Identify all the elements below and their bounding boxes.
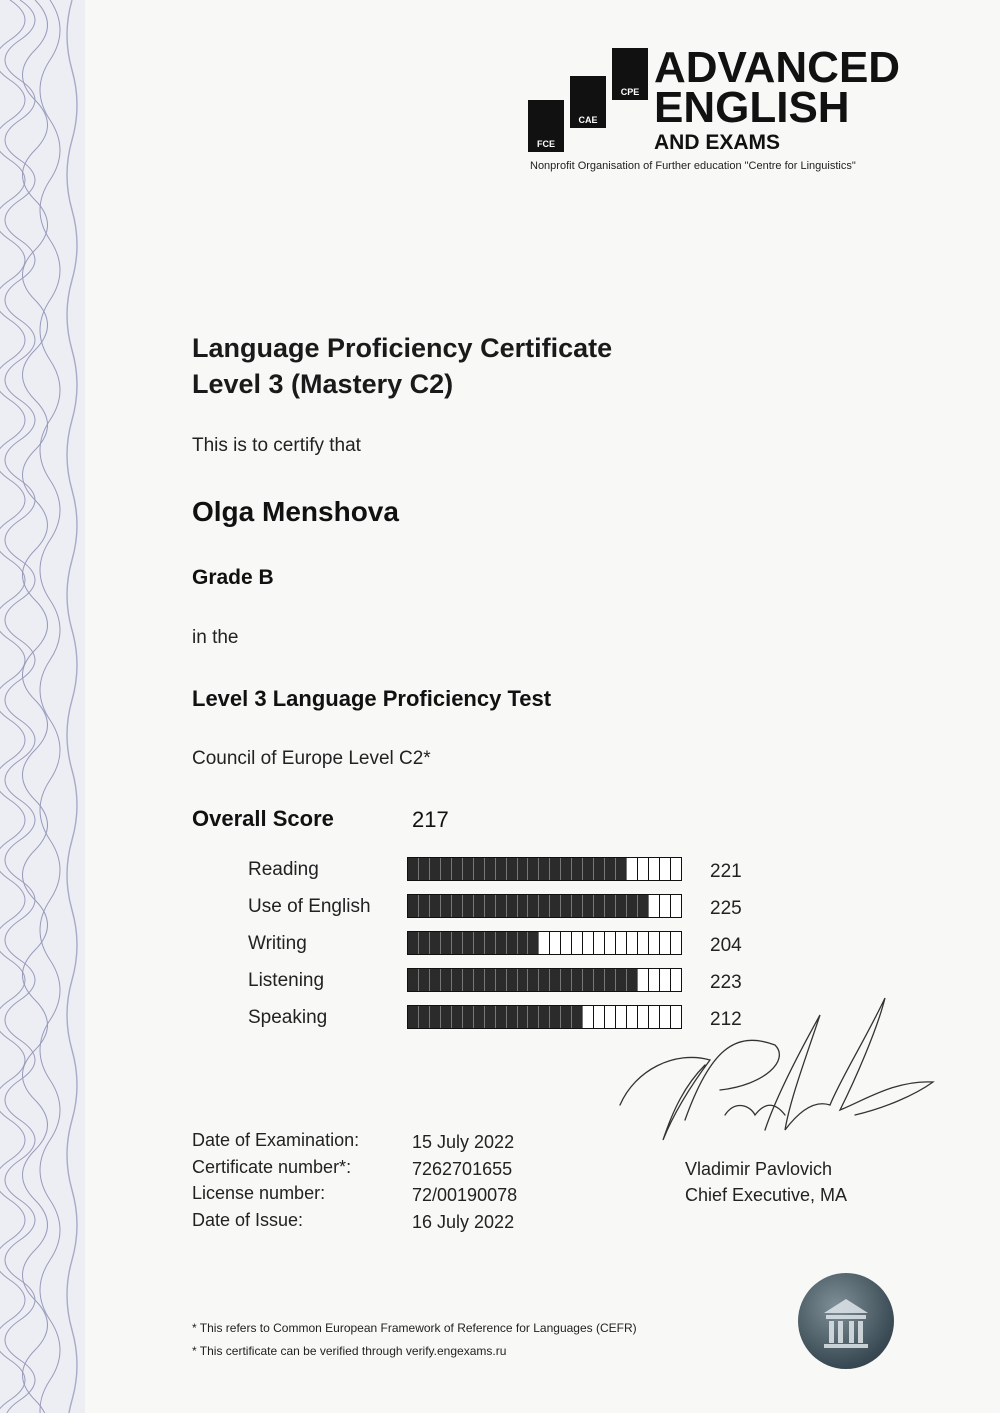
bar-segment-empty (638, 969, 649, 991)
bar-segment-filled (518, 932, 529, 954)
date-of-issue-label: Date of Issue: (192, 1209, 304, 1230)
bar-segment-filled (583, 969, 594, 991)
bar-segment-filled (528, 895, 539, 917)
bar-segment-empty (594, 932, 605, 954)
score-value: 221 (710, 861, 742, 882)
grade: Grade B (192, 566, 274, 589)
bar-segment-empty (605, 932, 616, 954)
bar-segment-empty (671, 969, 681, 991)
certify-text: This is to certify that (192, 435, 361, 456)
date-of-examination-label: Date of Examination: (192, 1130, 360, 1150)
license-number-value: 72/00190078 (412, 1185, 518, 1205)
bar-segment-filled (430, 932, 441, 954)
organisation-subtitle: Nonprofit Organisation of Further education "Centre for Linguistics" (530, 160, 856, 172)
bar-segment-filled (528, 858, 539, 880)
decorative-border (0, 0, 85, 1413)
bar-segment-empty (627, 858, 638, 880)
footnote-cefr: * This refers to Common European Framework of Reference for Languages (CEFR) (192, 1321, 637, 1335)
bar-segment-empty (583, 1006, 594, 1028)
bar-segment-empty (660, 858, 671, 880)
bar-segment-filled (572, 969, 583, 991)
score-bar (407, 894, 682, 918)
bar-segment-filled (441, 969, 452, 991)
bar-segment-filled (441, 895, 452, 917)
organisation-logo (526, 43, 946, 181)
bar-segment-filled (507, 969, 518, 991)
council-level: Council of Europe Level C2* (192, 748, 431, 769)
score-value: 223 (710, 972, 742, 993)
bar-segment-filled (627, 969, 638, 991)
bar-segment-filled (518, 969, 529, 991)
bar-segment-filled (583, 895, 594, 917)
score-row-writing (0, 931, 1000, 959)
bar-segment-filled (474, 858, 485, 880)
score-bar (407, 968, 682, 992)
bar-segment-filled (507, 1006, 518, 1028)
bar-segment-empty (638, 858, 649, 880)
bar-segment-filled (485, 1006, 496, 1028)
bar-segment-empty (649, 858, 660, 880)
bar-segment-filled (594, 895, 605, 917)
bar-segment-filled (561, 969, 572, 991)
bar-segment-filled (408, 932, 419, 954)
bar-segment-filled (605, 969, 616, 991)
bar-segment-empty (671, 932, 681, 954)
logo-block-cae: CAE (570, 76, 606, 128)
bar-segment-empty (660, 932, 671, 954)
bar-segment-filled (463, 858, 474, 880)
bar-segment-filled (616, 895, 627, 917)
bar-segment-filled (485, 858, 496, 880)
bar-segment-filled (539, 895, 550, 917)
bar-segment-filled (518, 858, 529, 880)
bar-segment-filled (561, 1006, 572, 1028)
overall-score-label: Overall Score (192, 806, 334, 831)
bar-segment-empty (660, 895, 671, 917)
bar-segment-filled (452, 932, 463, 954)
bar-segment-filled (616, 858, 627, 880)
certificate-number-label: Certificate number*: (192, 1156, 352, 1177)
score-label: Listening (248, 970, 325, 991)
bar-segment-filled (638, 895, 649, 917)
license-number-label: License number: (192, 1183, 326, 1203)
bar-segment-filled (518, 895, 529, 917)
bar-segment-filled (408, 1006, 419, 1028)
bar-segment-filled (539, 1006, 550, 1028)
bar-segment-empty (572, 932, 583, 954)
bar-segment-filled (441, 932, 452, 954)
bar-segment-filled (419, 969, 430, 991)
certificate-details-labels (192, 1127, 359, 1233)
bar-segment-filled (507, 858, 518, 880)
score-bar (407, 931, 682, 955)
bar-segment-empty (550, 932, 561, 954)
bar-segment-filled (463, 1006, 474, 1028)
bar-segment-empty (638, 932, 649, 954)
hologram-seal-icon (798, 1273, 894, 1369)
signature-graphic (615, 990, 945, 1150)
bar-segment-filled (463, 932, 474, 954)
bar-segment-filled (528, 1006, 539, 1028)
candidate-name: Olga Menshova (192, 496, 399, 527)
score-value: 225 (710, 898, 742, 919)
bar-segment-filled (430, 858, 441, 880)
score-label: Speaking (248, 1007, 328, 1028)
certificate-details-values (412, 1129, 517, 1235)
bar-segment-empty (671, 858, 681, 880)
score-label: Use of English (248, 896, 371, 917)
bar-segment-filled (572, 1006, 583, 1028)
bar-segment-filled (474, 895, 485, 917)
bar-segment-empty (660, 969, 671, 991)
bar-segment-filled (550, 858, 561, 880)
bar-segment-filled (572, 858, 583, 880)
score-bar (407, 857, 682, 881)
footnote-verification: * This certificate can be verified through verify.engexams.ru (192, 1344, 507, 1358)
bar-segment-filled (507, 895, 518, 917)
bar-segment-filled (594, 858, 605, 880)
bar-segment-filled (474, 932, 485, 954)
bar-segment-filled (605, 858, 616, 880)
logo-block-fce: FCE (528, 100, 564, 152)
signatory-role: Chief Executive, MA (685, 1185, 848, 1205)
bar-segment-empty (671, 895, 681, 917)
bar-segment-empty (616, 932, 627, 954)
bar-segment-empty (649, 969, 660, 991)
logo-text-and-exams: AND EXAMS (654, 131, 781, 154)
bar-segment-filled (550, 895, 561, 917)
bar-segment-filled (572, 895, 583, 917)
logo-text-english: ENGLISH (654, 83, 850, 132)
bar-segment-filled (485, 895, 496, 917)
bar-segment-filled (616, 969, 627, 991)
bar-segment-filled (518, 1006, 529, 1028)
title-line-2: Level 3 (Mastery C2) (192, 369, 454, 399)
bar-segment-filled (463, 969, 474, 991)
bar-segment-filled (485, 969, 496, 991)
logo-block-cpe: CPE (612, 48, 648, 100)
certificate-title (192, 330, 612, 402)
bar-segment-filled (539, 969, 550, 991)
bar-segment-filled (408, 895, 419, 917)
bar-segment-filled (550, 1006, 561, 1028)
bar-segment-filled (561, 858, 572, 880)
bar-segment-filled (496, 932, 507, 954)
bar-segment-filled (594, 969, 605, 991)
bar-segment-filled (550, 969, 561, 991)
bar-segment-filled (474, 1006, 485, 1028)
bar-segment-filled (605, 895, 616, 917)
bar-segment-filled (627, 895, 638, 917)
score-row-reading (0, 857, 1000, 885)
test-name: Level 3 Language Proficiency Test (192, 686, 552, 711)
bar-segment-filled (507, 932, 518, 954)
bar-segment-filled (408, 858, 419, 880)
bar-segment-empty (594, 1006, 605, 1028)
score-value: 204 (710, 935, 742, 956)
bar-segment-filled (408, 969, 419, 991)
bar-segment-filled (496, 858, 507, 880)
signatory (685, 1156, 847, 1208)
bar-segment-filled (430, 969, 441, 991)
bar-segment-filled (485, 932, 496, 954)
bar-segment-filled (452, 895, 463, 917)
bar-segment-filled (430, 1006, 441, 1028)
bar-segment-filled (452, 1006, 463, 1028)
bar-segment-filled (539, 858, 550, 880)
bar-segment-filled (496, 969, 507, 991)
bar-segment-empty (627, 932, 638, 954)
bar-segment-filled (528, 969, 539, 991)
bar-segment-filled (419, 858, 430, 880)
bar-segment-filled (561, 895, 572, 917)
certificate-number-value: 7262701655 (412, 1158, 513, 1179)
in-the-text: in the (192, 627, 239, 648)
date-of-examination-value: 15 July 2022 (412, 1132, 515, 1152)
score-label: Writing (248, 933, 307, 954)
bar-segment-filled (452, 969, 463, 991)
score-label: Reading (248, 859, 319, 880)
bar-segment-filled (441, 858, 452, 880)
bar-segment-filled (463, 895, 474, 917)
title-line-1: Language Proficiency Certificate (192, 333, 613, 363)
overall-score-value: 217 (412, 807, 449, 832)
score-row-use-of-english (0, 894, 1000, 922)
bar-segment-filled (419, 932, 430, 954)
bar-segment-empty (649, 932, 660, 954)
bar-segment-filled (496, 1006, 507, 1028)
bar-segment-filled (419, 1006, 430, 1028)
bar-segment-empty (539, 932, 550, 954)
signatory-name: Vladimir Pavlovich (685, 1159, 833, 1179)
bar-segment-filled (452, 858, 463, 880)
bar-segment-filled (474, 969, 485, 991)
bar-segment-filled (430, 895, 441, 917)
bar-segment-empty (649, 895, 660, 917)
bar-segment-filled (583, 858, 594, 880)
bar-segment-empty (561, 932, 572, 954)
date-of-issue-value: 16 July 2022 (412, 1211, 515, 1232)
bar-segment-filled (496, 895, 507, 917)
logo-text-advanced: ADVANCED (654, 43, 901, 92)
score-value: 212 (710, 1009, 742, 1030)
bar-segment-filled (419, 895, 430, 917)
bar-segment-empty (583, 932, 594, 954)
bar-segment-filled (528, 932, 539, 954)
bar-segment-filled (441, 1006, 452, 1028)
